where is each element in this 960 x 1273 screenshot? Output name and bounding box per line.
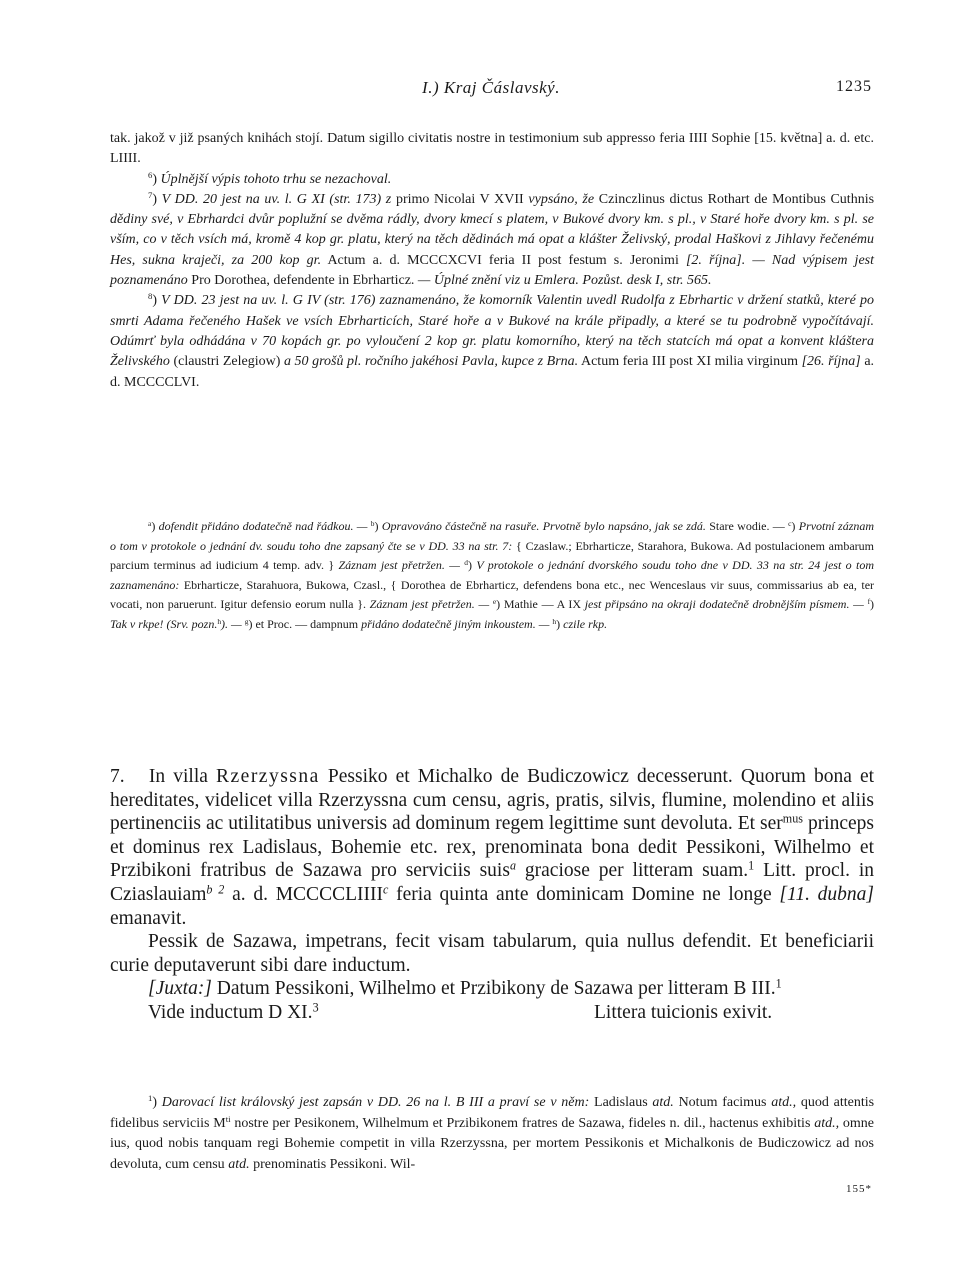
footnote-text: $^1$) Darovací list královský jest zapsán v DD. 26 na l. B III a praví se v něm: Ladislaus atd. Notum facimus atd., quod attentis fidelibus serviciis $M^{ti}$ nostre per Pesikonem, Wilhelmum et Przibikonem fratres de Sazawa, fideles n. dil., hactenus exhibitis atd., omne ius, quod nobis tanquam regi Bohemie competit in villa Rzerzyssna, per mortem Pessikonis et Michalkonis de Budiczowicz ad nos devoluta, cum censu atd. prenominatis Pessikoni. Wil- (110, 1093, 875, 1172)
apparatus-notes: $^a$) dofendit přidáno dodatečně nad řádkou. — $^b$) Opravováno částečně na rasuře. Prvotně bylo napsáno, jak se zdá. Stare wodie. — $^c$) Prvotní záznam o tom v protokole o jednání dv. soudu toho dne zapsaný čte se v DD. 33 na str. 7: { Czaslaw.; Ebrharticze, Starahora, Bukowa. Ad postulacionem ambarum parcium terminus ad iudicium 4 temp. adv. } Záznam jest přetržen. — $^d$) V protokole o jednání dvorského soudu toho dne v DD. 33 na str. 24 jest o tom zaznamenáno: Ebrharticze, Starahuora, Bukowa, Czasl., { Dorothea de Ebrharticz, defendens bona etc., nec Wenceslaus vir suus, commissarius ab ea, ter vocati, non paruerunt. Igitur defensio eorum nulla }. Záznam jest přetržen. — $^e$) Mathie — A IX jest připsáno na okraji dodatečně drobnějším písmem. — $^f$) Tak v rkpe! (Srv. pozn.$^h$). — $^g$) et Proc. — dampnum přidáno dodatečně jiným inkoustem. — $^h$) czile rkp. (110, 518, 875, 631)
note-7: $^7$) V DD. 20 jest na uv. l. G XI (str. 173) z primo Nicolai V XVII vypsáno, že Czinczlinus dictus Rothart de Montibus Cuthnis dědiny své, v Ebrhardci dvůr poplužní se dvěma rádly, dvory kmecí s platem, v Bukové dvory km. s pl., v Staré hoře dvory km. s pl. se vším, co v těch vsích má, kromě 4 kop gr. platu, který na těch dědinách má opat a klášter Želivský, prodal Haškovi z Jihlavy řečenému Hes, sukna kraječi, za 200 kop gr. Actum a. d. MCCCXCVI feria II post festum s. Jeronimi [2. října]. — Nad výpisem jest poznamenáno Pro Dorothea, defendente in Ebrharticz. — Úplné znění viz u Emlera. Pozůst. desk I, str. 565. (110, 190, 875, 289)
vide-inductum: Vide inductum D XI.$^3$ (148, 1000, 319, 1023)
running-title: I.) Kraj Čáslavský. (422, 78, 560, 97)
running-header (110, 78, 872, 102)
entry-paragraph-1: 7. In villa Rzerzyssna Pessiko et Michalko de Budiczowicz decesserunt. Quorum bona et hereditates, videlicet villa Rzerzyssna cum censu, agris, pratis, silvis, flumine, molendino et aliis pertinenciis ac utilitatibus universis ad dominum regem legittime sunt devoluta. Et ser$^{mus}$ princeps et dominus rex Ladislaus, Bohemie etc. rex, prenominata bona dedit Pessikoni, Wilhelmo et Przibikoni fratribus de Sazawa pro serviciis suis$^a$ graciose per litteram suam.$^1$ Litt. procl. in Cziaslauiam$^{b 2}$ a. d. MCCCCLIIII$^c$ feria quinta ante dominicam Domine ne longe [11. dubna] emanavit. (110, 766, 875, 929)
note-continuation: tak. jakož v již psaných knihách stojí. Datum sigillo civitatis nostre in testimonium sub appresso feria IIII Sophie [15. května] a. d. etc. LIIII. (110, 131, 874, 167)
page-number: 1235 (836, 78, 872, 95)
note-6: $^6$) Úplnější výpis tohoto trhu se nezachoval. (148, 169, 392, 187)
signature-mark: 155* (846, 1183, 872, 1195)
textual-apparatus (110, 517, 874, 635)
entry-closing-line (110, 1001, 874, 1025)
entry-paragraph-2: Pessik de Sazawa, impetrans, fecit visam tabularum, quia nullus defendit. Et beneficiarii curie deputaverunt sibi dare inductum. (110, 931, 874, 976)
main-entry (110, 765, 874, 1025)
note-8: $^8$) V DD. 23 jest na uv. l. G IV (str. 176) zaznamenáno, že komorník Valentin uvedl Rudolfa z Ebrhartic v držení statků, které po smrti Adama řečeného Hašek ve vsích Ebrharticích, Staré hoře a v Bukové na krále připadly, a které se tu podrobně vypočítávají. Odúmrť byla odhádána v 70 kopách gr. po vyloučení 2 kop gr. platu komorního, který na těch statcích má opat a konvent kláštera Želivského (claustri Zelegiow) a 50 grošů pl. ročního jakéhosi Pavla, kupce z Brna. Actum feria III post XI milia virginum [26. října] a. d. MCCCCLVI. (110, 291, 875, 390)
footnote-1 (110, 1093, 874, 1175)
upper-notes (110, 129, 874, 393)
littera-tuicionis: Littera tuicionis exivit. (594, 1001, 773, 1023)
entry-paragraph-3: [Juxta:] Datum Pessikoni, Wilhelmo et Przibikony de Sazawa per litteram B III.$^1$ (148, 976, 782, 1000)
